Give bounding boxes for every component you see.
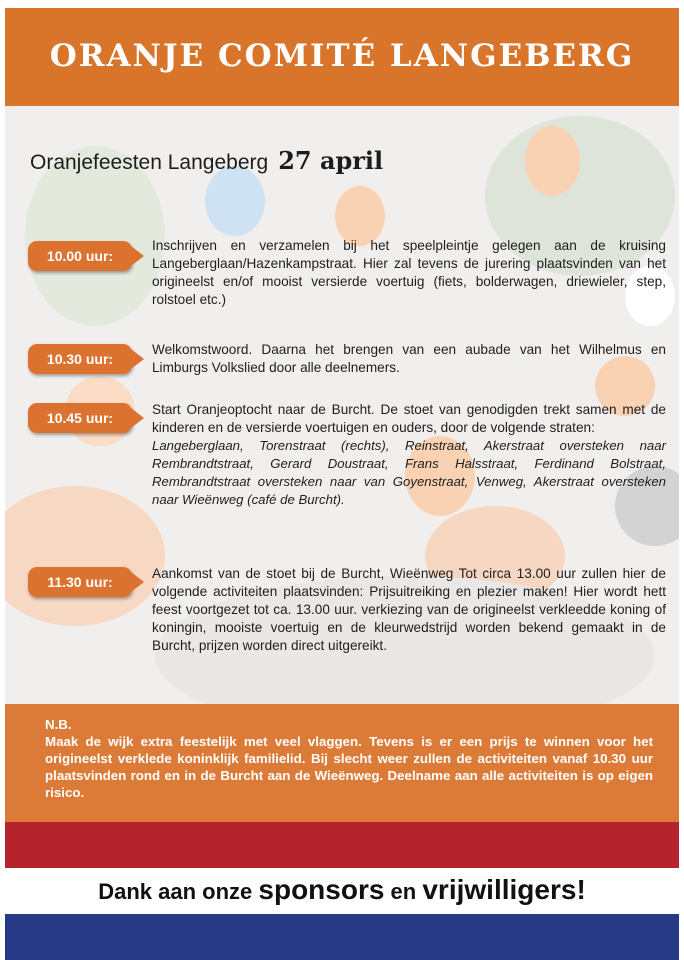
badge-pointer <box>131 349 144 369</box>
note-heading: N.B. <box>45 717 72 732</box>
flag-stripe-blue <box>5 914 679 960</box>
schedule-item-1000: Inschrijven en verzamelen bij het speelpleintje gelegen aan de kruising Langeberglaan/Hazenkampstraat. Hier zal tevens de jurering plaatsvinden van het origineelst en/of mooist versierde voertuig (fiets, bolderwagen, driewieler, step, rolstoel etc.) <box>152 238 666 307</box>
thanks-part1: Dank aan onze <box>98 879 253 904</box>
event-name: Oranjefeesten Langeberg <box>30 151 269 174</box>
thanks-exclamation: ! <box>576 874 586 905</box>
poster-title: ORANJE COMITÉ LANGEBERG <box>49 38 635 74</box>
time-badge-1000 <box>28 241 132 271</box>
time-label: 11.30 uur: <box>47 574 113 590</box>
schedule-item-1130: Aankomst van de stoet bij de Burcht, Wieënweg Tot circa 13.00 uur zullen hier de volgende activiteiten plaatsvinden: Prijsuitreiking en plezier maken! Hier wordt hett feest voortgezet tot ca. 13.00 uur. verkiezing van de origineelst verkleedde koning of koningin, mooiste voertuig en de kleurwedstrijd worden bekend gemaakt in de Burcht, prijzen worden direct uitgereikt. <box>152 566 666 653</box>
note-box <box>5 704 679 822</box>
flag-stripe-red <box>5 822 679 868</box>
thanks-volunteers: vrijwilligers <box>422 874 577 905</box>
badge-pointer <box>131 408 144 428</box>
route-streets: Langeberglaan, Torenstraat (rechts), Reinstraat, Akerstraat oversteken naar Rembrandtstraat, Gerard Doustraat, Frans Halsstraat, Ferdinand Bolstraat, Rembrandtstraat oversteken naar van Goyenstraat, Venweg, Akerstraat oversteken naar Wieënweg (café de Burcht). <box>152 438 666 507</box>
thanks-part2: en <box>390 879 417 904</box>
schedule-item-1030: Welkomstwoord. Daarna het brengen van een aubade van het Wilhelmus en Limburgs Volkslied door alle deelnemers. <box>152 342 666 375</box>
time-badge-1045 <box>28 403 132 433</box>
event-date: 27 april <box>278 146 384 175</box>
time-badge-1030 <box>28 344 132 374</box>
badge-pointer <box>131 572 144 592</box>
note-text: Maak de wijk extra feestelijk met veel vlaggen. Tevens is er een prijs te winnen voor het origineelst verklede koninklijk familielid. Bij slecht weer zullen de activiteiten vanaf 10.30 uur plaatsvinden rond en in de Burcht aan de Wieënweg. Deelname aan alle activiteiten is op eigen risico. <box>45 734 653 800</box>
header-banner <box>5 8 679 106</box>
time-label: 10.30 uur: <box>46 351 114 367</box>
thanks-line <box>0 868 684 914</box>
badge-pointer <box>131 246 144 266</box>
time-label: 10.00 uur: <box>46 248 114 264</box>
schedule-item-1045 <box>152 401 666 509</box>
time-label: 10.45 uur: <box>46 410 114 426</box>
thanks-sponsors: sponsors <box>258 874 385 905</box>
event-subtitle <box>30 146 383 175</box>
schedule-text: Start Oranjeoptocht naar de Burcht. De stoet van genodigden trekt samen met de kinderen en de versierde voertuigen en ouders, door de volgende straten: <box>152 402 666 435</box>
time-badge-1130 <box>28 567 132 597</box>
note-content <box>45 716 653 801</box>
